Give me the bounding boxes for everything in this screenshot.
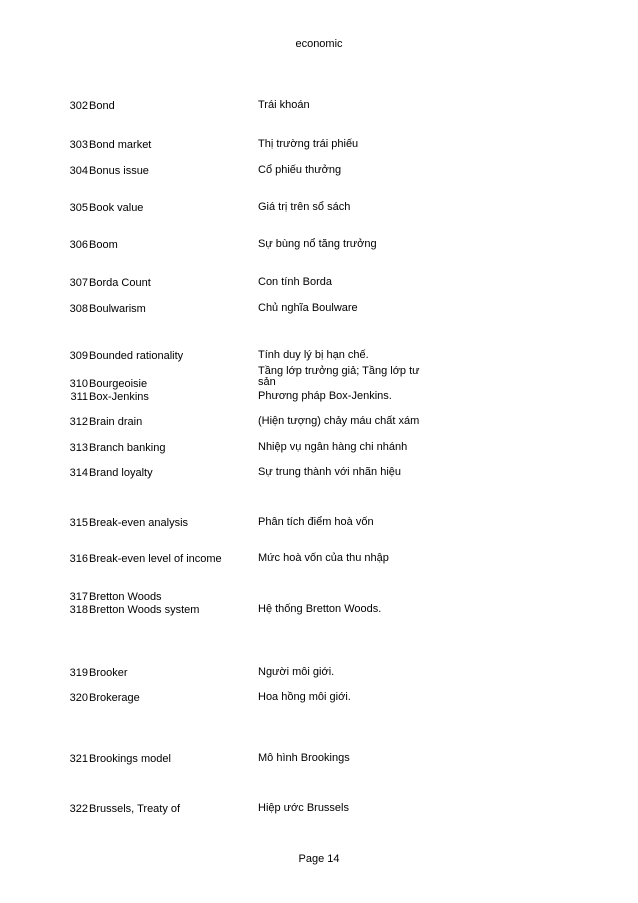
entry-term: Branch banking xyxy=(89,442,166,454)
entry-term: Break-even analysis xyxy=(89,517,189,529)
entry-number: 319 xyxy=(69,667,88,679)
entry-translation: Con tính Borda xyxy=(258,276,332,288)
entry-term: Boom xyxy=(89,239,118,251)
glossary-entry xyxy=(0,302,638,316)
glossary-entry xyxy=(0,201,638,215)
entry-number: 303 xyxy=(69,139,88,151)
glossary-entry xyxy=(0,516,638,530)
glossary-entry xyxy=(0,138,638,152)
entry-translation: Hệ thống Bretton Woods. xyxy=(258,603,382,615)
entry-term: Bond xyxy=(89,100,115,112)
entry-number: 308 xyxy=(69,303,88,315)
glossary-entry xyxy=(0,365,638,391)
glossary-entry xyxy=(0,390,638,404)
glossary-entry xyxy=(0,99,638,113)
entry-translation: Tầng lớp trưởng giả; Tầng lớp tư sản xyxy=(258,365,420,388)
entry-term: Bretton Woods system xyxy=(89,604,200,616)
entry-number: 320 xyxy=(69,692,88,704)
entry-number: 306 xyxy=(69,239,88,251)
entry-term: Brussels, Treaty of xyxy=(89,803,181,815)
entry-translation: Sự trung thành với nhãn hiệu xyxy=(258,466,402,478)
entry-translation: Cổ phiếu thưởng xyxy=(258,164,342,176)
entry-translation: Tính duy lý bị hạn chế. xyxy=(258,349,369,361)
entry-translation: Mức hoà vốn của thu nhập xyxy=(258,552,389,564)
glossary-entry xyxy=(0,552,638,566)
entry-number: 305 xyxy=(69,202,88,214)
entry-number: 309 xyxy=(69,350,88,362)
page-header-title: economic xyxy=(295,38,343,50)
entry-number: 312 xyxy=(69,416,88,428)
glossary-entry xyxy=(0,276,638,290)
entry-number: 321 xyxy=(69,753,88,765)
entry-translation: Hoa hồng môi giới. xyxy=(258,691,351,703)
glossary-entry xyxy=(0,752,638,766)
entry-number: 313 xyxy=(69,442,88,454)
glossary-entry xyxy=(0,441,638,455)
entry-number: 302 xyxy=(69,100,88,112)
entry-number: 317 xyxy=(69,591,88,603)
entry-term: Bretton Woods xyxy=(89,591,162,603)
entry-term: Box-Jenkins xyxy=(89,391,149,403)
entry-translation: Sự bùng nổ tăng trưởng xyxy=(258,238,377,250)
glossary-entry xyxy=(0,415,638,429)
entry-number: 322 xyxy=(69,803,88,815)
entry-term: Brookings model xyxy=(89,753,171,765)
glossary-entry xyxy=(0,238,638,252)
entry-term: Bourgeoisie xyxy=(89,378,148,390)
entry-translation: Người môi giới. xyxy=(258,666,335,678)
glossary-entry xyxy=(0,590,638,604)
entry-translation: Hiệp ước Brussels xyxy=(258,802,349,814)
entry-number: 311 xyxy=(70,391,88,403)
entry-term: Bonus issue xyxy=(89,165,149,177)
entry-term: Break-even level of income xyxy=(89,553,222,565)
entry-number: 310 xyxy=(69,378,88,390)
entry-number: 316 xyxy=(69,553,88,565)
entry-term: Brokerage xyxy=(89,692,140,704)
entry-translation: Thị trường trái phiếu xyxy=(258,138,359,150)
glossary-entry xyxy=(0,603,638,617)
entry-translation: Nhiệp vụ ngân hàng chi nhánh xyxy=(258,441,408,453)
entry-term: Brain drain xyxy=(89,416,143,428)
glossary-entry xyxy=(0,466,638,480)
entry-translation: Mô hình Brookings xyxy=(258,752,350,764)
entry-translation: Giá trị trên sổ sách xyxy=(258,201,351,213)
entry-term: Bond market xyxy=(89,139,152,151)
glossary-entry xyxy=(0,802,638,816)
entry-translation: Chủ nghĩa Boulware xyxy=(258,302,358,314)
entry-term: Bounded rationality xyxy=(89,350,184,362)
entry-translation: Trái khoán xyxy=(258,99,310,111)
page-number: Page 14 xyxy=(298,853,340,865)
glossary-entry xyxy=(0,349,638,363)
entry-term: Book value xyxy=(89,202,144,214)
entry-term: Boulwarism xyxy=(89,303,146,315)
glossary-entry xyxy=(0,666,638,680)
entry-number: 315 xyxy=(69,517,88,529)
entry-number: 307 xyxy=(69,277,88,289)
entry-number: 318 xyxy=(69,604,88,616)
entry-translation: (Hiện tượng) chảy máu chất xám xyxy=(258,415,420,427)
entry-term: Brand loyalty xyxy=(89,467,153,479)
glossary-entry xyxy=(0,164,638,178)
entry-term: Brooker xyxy=(89,667,128,679)
entry-translation: Phương pháp Box-Jenkins. xyxy=(258,390,392,402)
entry-number: 314 xyxy=(69,467,88,479)
entry-translation: Phân tích điểm hoà vốn xyxy=(258,516,374,528)
entry-number: 304 xyxy=(69,165,88,177)
entry-term: Borda Count xyxy=(89,277,151,289)
glossary-entry xyxy=(0,691,638,705)
